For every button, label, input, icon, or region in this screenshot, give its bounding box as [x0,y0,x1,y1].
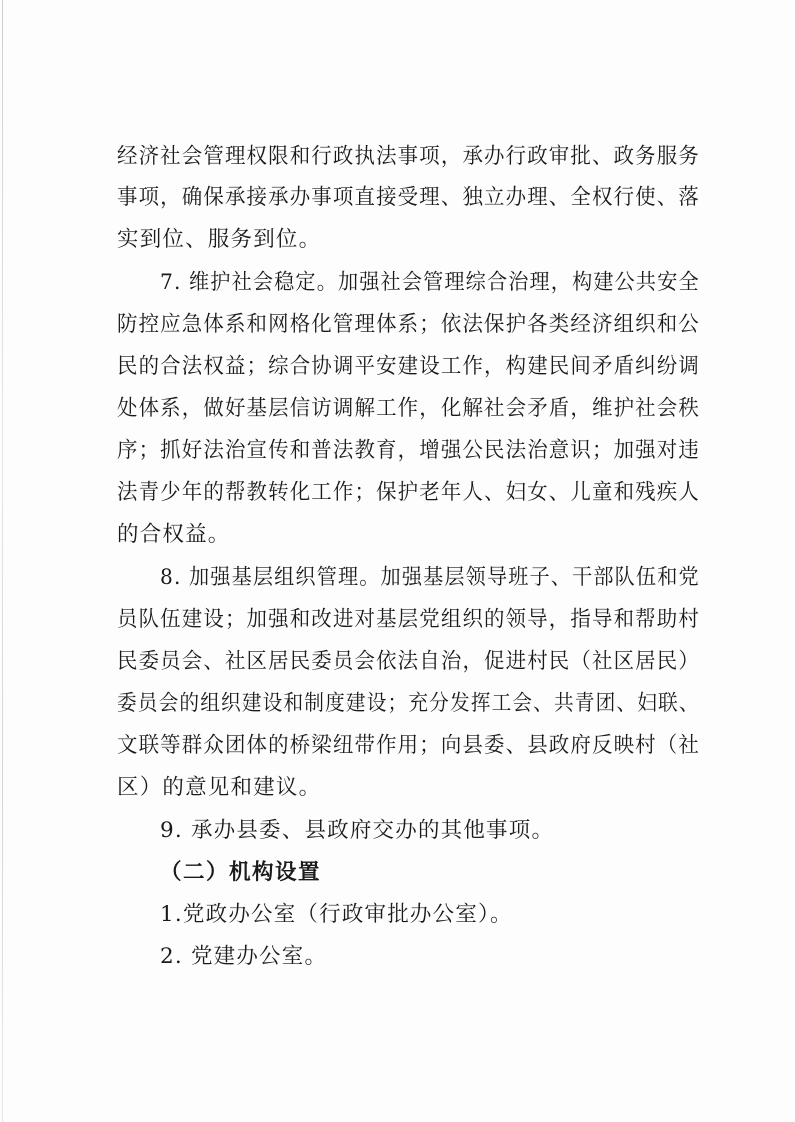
org-list-item: 2. 党建办公室。 [160,944,328,969]
text-line: 9. 承办县委、县政府交办的其他事项。 [160,818,555,843]
text-line: 法青少年的帮教转化工作；保护老年人、妇女、儿童和残疾人 [117,480,700,505]
scan-edge-shadow [2,0,3,1122]
text-line: 经济社会管理权限和行政执法事项，承办行政审批、政务服务 [117,144,700,169]
text-line: 员队伍建设；加强和改进对基层党组织的领导，指导和帮助村 [117,607,700,632]
text-line: 事项，确保承接承办事项直接受理、独立办理、全权行使、落 [117,185,700,210]
text-line: 文联等群众团体的桥梁纽带作用；向县委、县政府反映村（社 [117,733,700,758]
text-line: 委员会的组织建设和制度建设；充分发挥工会、共青团、妇联、 [117,691,700,716]
text-line: 的合权益。 [117,522,231,547]
text-line: 7. 维护社会稳定。加强社会管理综合治理，构建公共安全 [160,270,700,295]
text-line: 处体系，做好基层信访调解工作，化解社会矛盾，维护社会秩 [117,396,700,421]
text-line: 8. 加强基层组织管理。加强基层领导班子、干部队伍和党 [160,565,700,590]
text-line: 防控应急体系和网格化管理体系；依法保护各类经济组织和公 [117,312,700,337]
text-line: 实到位、服务到位。 [117,227,322,252]
text-line: 区）的意见和建议。 [117,775,322,800]
section-heading: （二）机构设置 [160,860,322,885]
text-line: 序；抓好法治宣传和普法教育，增强公民法治意识；加强对违 [117,438,700,463]
text-line: 民委员会、社区居民委员会依法自治，促进村民（社区居民） [117,649,700,674]
org-list-item: 1.党政办公室（行政审批办公室）。 [160,902,513,927]
text-line: 民的合法权益；综合协调平安建设工作，构建民间矛盾纠纷调 [117,354,700,379]
